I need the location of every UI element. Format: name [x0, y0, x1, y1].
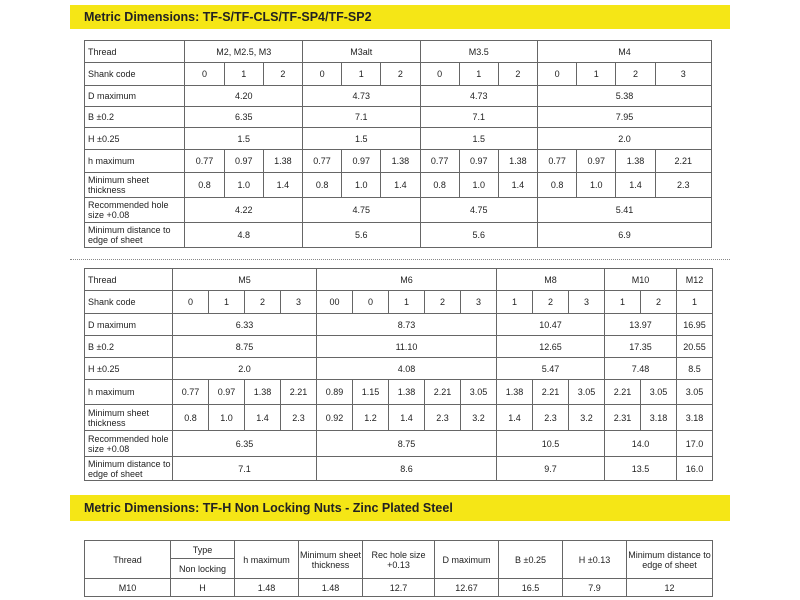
- cell: 2: [498, 63, 537, 86]
- table-row: [85, 223, 712, 248]
- cell: 1.4: [263, 173, 302, 198]
- cell: 0.77: [420, 150, 459, 173]
- col-header: Minimum distance to edge of sheet: [627, 541, 713, 579]
- section1-title: Metric Dimensions: TF-S/TF-CLS/TF-SP4/TF-SP2: [84, 10, 372, 24]
- cell: 1.2: [353, 405, 389, 431]
- cell: 5.6: [302, 223, 420, 248]
- cell: 5.6: [420, 223, 538, 248]
- cell: 0: [420, 63, 459, 86]
- table-row: [85, 431, 713, 457]
- cell: 17.0: [677, 431, 713, 457]
- cell: 1.38: [389, 380, 425, 405]
- cell: 2: [245, 291, 281, 314]
- cell: 1: [497, 291, 533, 314]
- row-label: Recommended hole size +0.08: [85, 431, 173, 457]
- row-label: Thread: [85, 41, 185, 63]
- cell: 12.65: [497, 336, 605, 358]
- cell: 1: [677, 291, 713, 314]
- table-row: [85, 63, 712, 86]
- thread-header: M3alt: [302, 41, 420, 63]
- cell: 4.73: [302, 86, 420, 107]
- cell: 2.21: [425, 380, 461, 405]
- cell: 0: [353, 291, 389, 314]
- cell: 1.38: [616, 150, 655, 173]
- cell: 1.5: [185, 128, 303, 150]
- cell: 2: [641, 291, 677, 314]
- cell: 5.41: [538, 198, 712, 223]
- cell: 6.9: [538, 223, 712, 248]
- table-row: [85, 314, 713, 336]
- cell: 1.48: [235, 579, 299, 597]
- cell: 2.3: [281, 405, 317, 431]
- cell: 3: [461, 291, 497, 314]
- cell: 14.0: [605, 431, 677, 457]
- cell: 4.75: [420, 198, 538, 223]
- row-label: Minimum distance to edge of sheet: [85, 457, 173, 481]
- cell: 9.7: [497, 457, 605, 481]
- row-label: B ±0.2: [85, 107, 185, 128]
- table-row: [85, 107, 712, 128]
- col-header: Rec hole size +0.13: [363, 541, 435, 579]
- row-label: Minimum sheet thickness: [85, 405, 173, 431]
- cell: 1: [577, 63, 616, 86]
- cell: H: [171, 579, 235, 597]
- cell: 6.35: [185, 107, 303, 128]
- cell: 4.73: [420, 86, 538, 107]
- row-label: Thread: [85, 269, 173, 291]
- cell: 2.0: [538, 128, 712, 150]
- cell: 2.3: [425, 405, 461, 431]
- table-row: [85, 405, 713, 431]
- cell: 2.21: [281, 380, 317, 405]
- cell: 8.75: [173, 336, 317, 358]
- section3-title: Metric Dimensions: TF-H Non Locking Nuts - Zinc Plated Steel: [84, 501, 453, 515]
- section1-banner: [70, 5, 730, 29]
- cell: 1: [342, 63, 381, 86]
- cell: 3.05: [641, 380, 677, 405]
- cell: 1.4: [497, 405, 533, 431]
- cell: 0.8: [420, 173, 459, 198]
- cell: 3: [569, 291, 605, 314]
- cell: 2.21: [655, 150, 711, 173]
- cell: 7.1: [302, 107, 420, 128]
- cell: 0.77: [302, 150, 341, 173]
- table-row: [85, 380, 713, 405]
- cell: 3.05: [461, 380, 497, 405]
- cell: 0.97: [224, 150, 263, 173]
- cell: 3: [655, 63, 711, 86]
- cell: 0.97: [209, 380, 245, 405]
- cell: 0.8: [538, 173, 577, 198]
- cell: 13.5: [605, 457, 677, 481]
- cell: 7.1: [173, 457, 317, 481]
- cell: 2.21: [533, 380, 569, 405]
- cell: 3.2: [461, 405, 497, 431]
- table-row: [85, 579, 713, 597]
- cell: 7.95: [538, 107, 712, 128]
- cell: 3.05: [569, 380, 605, 405]
- cell: 12.7: [363, 579, 435, 597]
- cell: 8.75: [317, 431, 497, 457]
- cell: 17.35: [605, 336, 677, 358]
- table-row: [85, 541, 713, 559]
- row-label: Recommended hole size +0.08: [85, 198, 185, 223]
- cell: 1.0: [342, 173, 381, 198]
- row-label: H ±0.25: [85, 358, 173, 380]
- row-label: H ±0.25: [85, 128, 185, 150]
- cell: 0.89: [317, 380, 353, 405]
- cell: 3.18: [641, 405, 677, 431]
- cell: 2: [381, 63, 420, 86]
- table-row: [85, 86, 712, 107]
- cell: 1.38: [498, 150, 537, 173]
- cell: 2: [263, 63, 302, 86]
- cell: 00: [317, 291, 353, 314]
- cell: 0.92: [317, 405, 353, 431]
- thread-header: M3.5: [420, 41, 538, 63]
- col-header: H ±0.13: [563, 541, 627, 579]
- cell: 1.0: [209, 405, 245, 431]
- cell: 1.38: [381, 150, 420, 173]
- cell: 0.77: [538, 150, 577, 173]
- cell: 1.4: [389, 405, 425, 431]
- cell: 1.15: [353, 380, 389, 405]
- cell: 0.97: [459, 150, 498, 173]
- cell: 2.21: [605, 380, 641, 405]
- thread-header: M5: [173, 269, 317, 291]
- cell: 2.0: [173, 358, 317, 380]
- cell: 5.38: [538, 86, 712, 107]
- cell: 6.33: [173, 314, 317, 336]
- cell: 1.4: [381, 173, 420, 198]
- cell: 12: [627, 579, 713, 597]
- table-row: [85, 336, 713, 358]
- cell: 7.1: [420, 107, 538, 128]
- cell: 13.97: [605, 314, 677, 336]
- thread-header: M4: [538, 41, 712, 63]
- cell: 1.5: [302, 128, 420, 150]
- cell: 0.77: [185, 150, 224, 173]
- cell: 0.8: [173, 405, 209, 431]
- row-label: B ±0.2: [85, 336, 173, 358]
- cell: 1.4: [616, 173, 655, 198]
- thread-header: M8: [497, 269, 605, 291]
- col-header: D maximum: [435, 541, 499, 579]
- col-header: Minimum sheet thickness: [299, 541, 363, 579]
- cell: 1.48: [299, 579, 363, 597]
- cell: 6.35: [173, 431, 317, 457]
- cell: 10.5: [497, 431, 605, 457]
- cell: 1.5: [420, 128, 538, 150]
- cell: 3: [281, 291, 317, 314]
- cell: 2: [425, 291, 461, 314]
- cell: 1.0: [224, 173, 263, 198]
- table-row: [85, 457, 713, 481]
- table-tf-s-large: [84, 268, 713, 481]
- thread-header: M2, M2.5, M3: [185, 41, 303, 63]
- cell: 16.95: [677, 314, 713, 336]
- cell: 2: [616, 63, 655, 86]
- col-header: Thread: [85, 541, 171, 579]
- cell: 4.08: [317, 358, 497, 380]
- cell: 2: [533, 291, 569, 314]
- table-row: [85, 358, 713, 380]
- col-header: h maximum: [235, 541, 299, 579]
- cell: 1: [605, 291, 641, 314]
- cell: 4.8: [185, 223, 303, 248]
- section3-banner: [70, 495, 730, 521]
- table-row: [85, 173, 712, 198]
- cell: 1: [224, 63, 263, 86]
- cell: 0: [302, 63, 341, 86]
- cell: 8.6: [317, 457, 497, 481]
- cell: 12.67: [435, 579, 499, 597]
- cell: 4.20: [185, 86, 303, 107]
- cell: 16.5: [499, 579, 563, 597]
- row-label: h maximum: [85, 150, 185, 173]
- table-tf-s: [84, 40, 712, 248]
- cell: 0.97: [342, 150, 381, 173]
- col-header: B ±0.25: [499, 541, 563, 579]
- row-label: Shank code: [85, 63, 185, 86]
- cell: 1.0: [577, 173, 616, 198]
- cell: 1.38: [497, 380, 533, 405]
- cell: 0.8: [185, 173, 224, 198]
- section-divider: [70, 259, 730, 260]
- cell: 7.48: [605, 358, 677, 380]
- cell: 10.47: [497, 314, 605, 336]
- cell: 2.3: [655, 173, 711, 198]
- cell: 20.55: [677, 336, 713, 358]
- row-label: Minimum sheet thickness: [85, 173, 185, 198]
- row-label: Minimum distance to edge of sheet: [85, 223, 185, 248]
- col-header: Type: [171, 541, 235, 559]
- cell: 7.9: [563, 579, 627, 597]
- cell: 5.47: [497, 358, 605, 380]
- cell: 1: [389, 291, 425, 314]
- cell: 1.38: [263, 150, 302, 173]
- cell: 0: [538, 63, 577, 86]
- table-row: [85, 41, 712, 63]
- cell: 4.22: [185, 198, 303, 223]
- cell: 11.10: [317, 336, 497, 358]
- cell: 1.0: [459, 173, 498, 198]
- cell: 16.0: [677, 457, 713, 481]
- table-row: [85, 269, 713, 291]
- cell: 1.4: [498, 173, 537, 198]
- cell: 2.31: [605, 405, 641, 431]
- cell: 3.05: [677, 380, 713, 405]
- cell: 1: [459, 63, 498, 86]
- cell: 4.75: [302, 198, 420, 223]
- cell: 3.18: [677, 405, 713, 431]
- cell: 2.3: [533, 405, 569, 431]
- table-row: [85, 291, 713, 314]
- thread-header: M6: [317, 269, 497, 291]
- thread-header: M12: [677, 269, 713, 291]
- thread-header: M10: [605, 269, 677, 291]
- cell: 1.38: [245, 380, 281, 405]
- cell: 1.4: [245, 405, 281, 431]
- cell: 0: [185, 63, 224, 86]
- cell: 8.73: [317, 314, 497, 336]
- col-subheader: Non locking: [171, 559, 235, 579]
- row-label: h maximum: [85, 380, 173, 405]
- table-row: [85, 150, 712, 173]
- cell: M10: [85, 579, 171, 597]
- table-row: [85, 128, 712, 150]
- row-label: D maximum: [85, 86, 185, 107]
- cell: 0.97: [577, 150, 616, 173]
- cell: 0: [173, 291, 209, 314]
- cell: 0.77: [173, 380, 209, 405]
- table-tf-h: [84, 540, 713, 597]
- cell: 0.8: [302, 173, 341, 198]
- row-label: Shank code: [85, 291, 173, 314]
- row-label: D maximum: [85, 314, 173, 336]
- cell: 3.2: [569, 405, 605, 431]
- cell: 1: [209, 291, 245, 314]
- table-row: [85, 198, 712, 223]
- cell: 8.5: [677, 358, 713, 380]
